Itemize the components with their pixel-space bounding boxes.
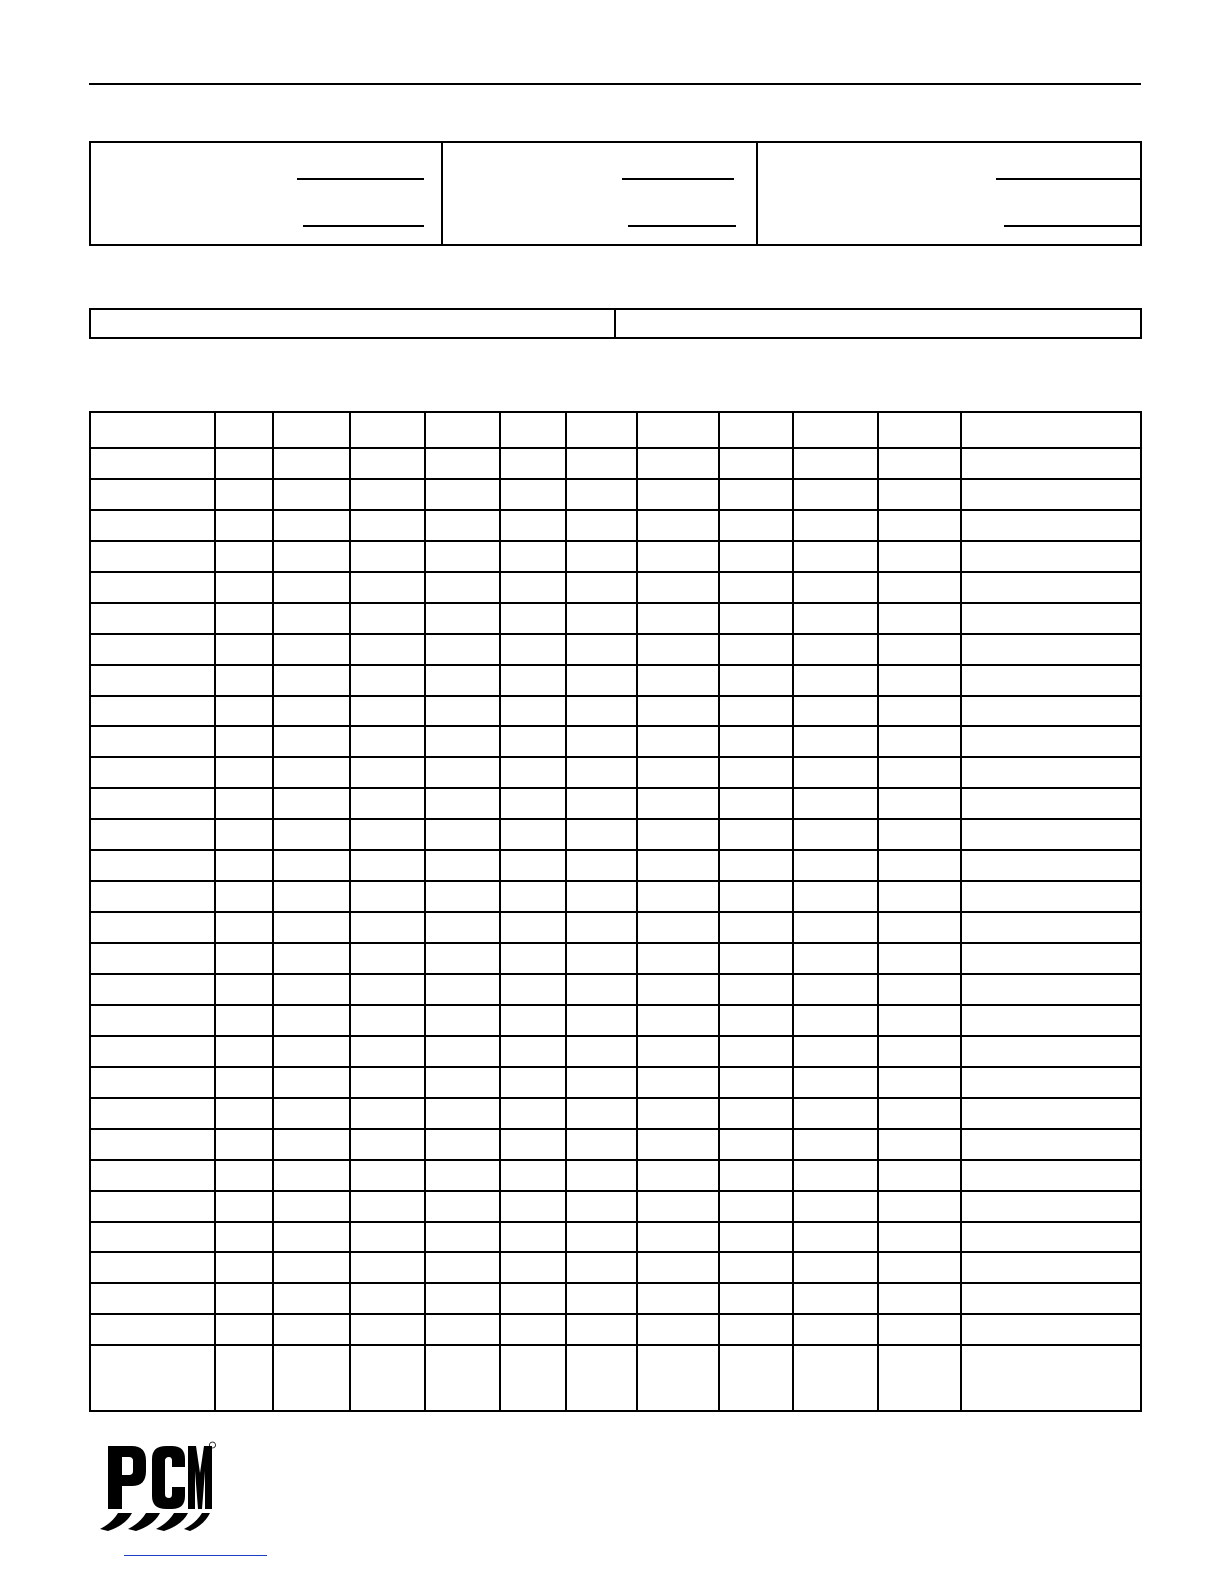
- table-row: [91, 1004, 1140, 1006]
- table-row: [91, 1313, 1140, 1315]
- entry-field-2a[interactable]: [622, 178, 734, 180]
- entry-field-1b[interactable]: [303, 225, 424, 227]
- table-row: [91, 1159, 1140, 1161]
- section-divider: [756, 143, 758, 244]
- table-row: [91, 973, 1140, 975]
- table-row: [91, 478, 1140, 480]
- pcm-logo-icon: [92, 1441, 216, 1533]
- entry-field-2b[interactable]: [628, 225, 736, 227]
- table-row: [91, 1035, 1140, 1037]
- top-rule: [89, 83, 1141, 85]
- table-row: [91, 880, 1140, 882]
- table-row: [91, 633, 1140, 635]
- table-row: [91, 942, 1140, 944]
- table-row: [91, 1282, 1140, 1284]
- table-row: [91, 1251, 1140, 1253]
- table-row: [91, 509, 1140, 511]
- section-divider: [441, 143, 443, 244]
- table-row: [91, 725, 1140, 727]
- table-row: [91, 1128, 1140, 1130]
- log-table: [89, 411, 1142, 1412]
- two-cell-box: [89, 308, 1142, 339]
- table-row: [91, 818, 1140, 820]
- table-row: [91, 695, 1140, 697]
- table-row: [91, 602, 1140, 604]
- table-row: [91, 571, 1140, 573]
- table-row: [91, 664, 1140, 666]
- table-row: [91, 1221, 1140, 1223]
- table-row: [91, 756, 1140, 758]
- header-info-box: [89, 141, 1142, 246]
- footer-link-underline[interactable]: [124, 1555, 267, 1556]
- table-row: [91, 1190, 1140, 1192]
- table-row: [91, 1097, 1140, 1099]
- table-row: [91, 911, 1140, 913]
- table-row: [91, 787, 1140, 789]
- table-row: [91, 447, 1140, 449]
- table-row: [91, 540, 1140, 542]
- table-row: [91, 1066, 1140, 1068]
- table-row: [91, 1344, 1140, 1346]
- entry-field-3a[interactable]: [996, 178, 1140, 180]
- entry-field-3b[interactable]: [1004, 225, 1140, 227]
- entry-field-1a[interactable]: [297, 178, 424, 180]
- table-row: [91, 849, 1140, 851]
- cell-divider: [614, 310, 616, 337]
